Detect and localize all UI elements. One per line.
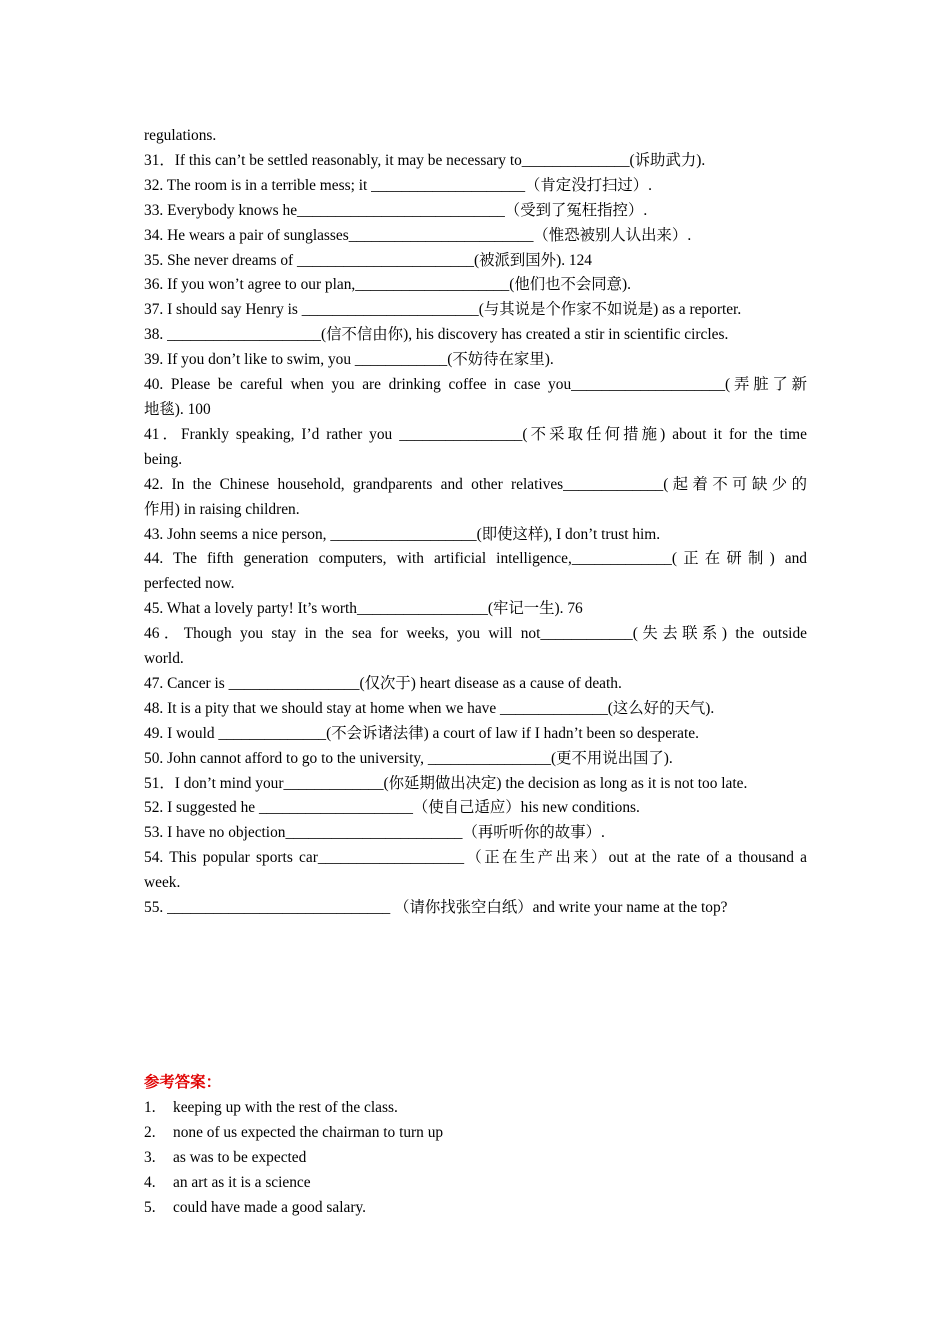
- question-line: world.: [144, 650, 184, 668]
- answer-number: 1.: [144, 1099, 156, 1116]
- answer-number: 2.: [144, 1123, 156, 1141]
- question-line: 46．Though you stay in the sea for weeks, you will not____________(失去联系) the outside: [144, 625, 807, 643]
- answers-heading: 参考答案：: [144, 1074, 221, 1091]
- question-line: perfected now.: [144, 575, 235, 593]
- question-line: 32. The room is in a terrible mess; it ____________________（肯定没打扫过）.: [144, 176, 652, 194]
- question-line: 35. She never dreams of _______________________(被派到国外). 124: [144, 251, 592, 269]
- question-line: 50. John cannot afford to go to the university, ________________(更不用说出国了).: [144, 749, 673, 767]
- answer-number: 4.: [144, 1173, 156, 1191]
- answer-number: 5.: [144, 1198, 156, 1216]
- question-line: 36. If you won’t agree to our plan,____________________(他们也不会同意).: [144, 276, 632, 294]
- question-line: 49. I would ______________(不会诉诸法律) a court of law if I hadn’t been so desperate.: [144, 724, 699, 742]
- question-line: 40. Please be careful when you are drinking coffee in case you____________________(弄脏了新: [144, 376, 807, 394]
- question-line: 38. ____________________(信不信由你), his discovery has created a stir in scientific circles.: [144, 326, 729, 344]
- question-line: 37. I should say Henry is _______________________(与其说是个作家不如说是) as a reporter.: [144, 301, 742, 319]
- question-line: 39. If you don’t like to swim, you ____________(不妨待在家里).: [144, 351, 554, 369]
- question-line: 48. It is a pity that we should stay at home when we have ______________(这么好的天气).: [144, 699, 715, 717]
- answer-list: [144, 1096, 443, 1221]
- answer-text: none of us expected the chairman to turn up: [173, 1123, 444, 1141]
- question-line: 地毯). 100: [144, 400, 211, 418]
- question-line: regulations.: [144, 127, 217, 144]
- answer-text: could have made a good salary.: [173, 1198, 367, 1216]
- question-line: 44. The fifth generation computers, with artificial intelligence,_____________(正在研制) and: [144, 550, 807, 568]
- answer-item: [144, 1171, 443, 1196]
- answer-text: an art as it is a science: [173, 1173, 311, 1191]
- answer-text: keeping up with the rest of the class.: [173, 1099, 398, 1116]
- question-line: 45. What a lovely party! It’s worth_________________(牢记一生). 76: [144, 600, 583, 618]
- answer-number: 3.: [144, 1148, 156, 1166]
- question-line: 41．Frankly speaking, I’d rather you ________________(不采取任何措施) about it for the time: [144, 425, 807, 443]
- question-line: 55. _____________________________ （请你找张空白纸）and write your name at the top?: [144, 899, 728, 917]
- question-line: 53. I have no objection_______________________（再听听你的故事）.: [144, 824, 605, 842]
- question-line: being.: [144, 450, 183, 468]
- question-line: 47. Cancer is _________________(仅次于) heart disease as a cause of death.: [144, 674, 622, 692]
- question-line: 54. This popular sports car___________________（正在生产出来）out at the rate of a thousand a: [144, 849, 807, 867]
- question-line: 51．I don’t mind your_____________(你延期做出决定) the decision as long as it is not too late.: [144, 774, 748, 792]
- answer-item: [144, 1196, 443, 1221]
- question-line: 作用) in raising children.: [144, 500, 300, 518]
- question-line: 31．If this can’t be settled reasonably, it may be necessary to______________(诉助武力).: [144, 151, 706, 169]
- question-line: 52. I suggested he ____________________（使自己适应）his new conditions.: [144, 799, 640, 817]
- exercise-questions: [144, 124, 807, 921]
- question-line: 43. John seems a nice person, ___________________(即使这样), I don’t trust him.: [144, 525, 661, 543]
- answer-item: [144, 1096, 443, 1121]
- question-line: 33. Everybody knows he___________________________（受到了冤枉指控）.: [144, 201, 648, 219]
- answer-item: [144, 1146, 443, 1171]
- question-line: 42. In the Chinese household, grandparents and other relatives_____________(起着不可缺少的: [144, 475, 807, 493]
- question-line: 34. He wears a pair of sunglasses________________________（惟恐被别人认出来）.: [144, 226, 692, 244]
- answer-text: as was to be expected: [173, 1148, 307, 1166]
- answer-item: [144, 1121, 443, 1146]
- question-line: week.: [144, 874, 181, 892]
